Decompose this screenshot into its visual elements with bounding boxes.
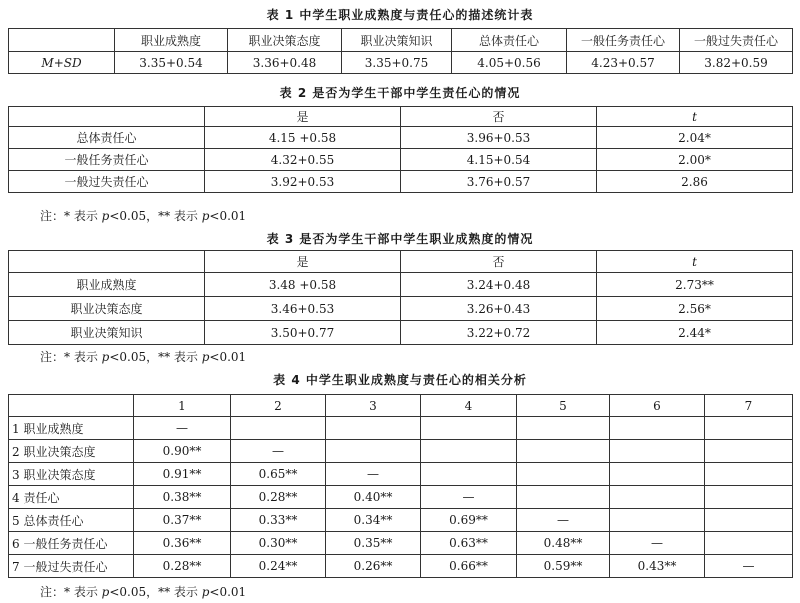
table3-header-cell: 否 — [401, 251, 597, 273]
table1-caption: 表 1 中学生职业成熟度与责任心的描述统计表 — [266, 8, 534, 22]
table4-cell: 0.28** — [231, 486, 326, 509]
note-text: 注：* 表示 — [40, 350, 102, 364]
table3-note — [40, 348, 246, 365]
table4-cell — [421, 463, 517, 486]
table-row — [9, 321, 793, 345]
table1-header-cell: 一般过失责任心 — [680, 29, 793, 52]
table4-cell: 0.24** — [231, 555, 326, 578]
table3-cell: 2.73** — [597, 273, 793, 297]
table3-row-label: 职业成熟度 — [9, 273, 205, 297]
table-row — [9, 417, 793, 440]
table2-cell: 3.96+0.53 — [401, 127, 597, 149]
table4-cell — [517, 417, 610, 440]
table4-cell: 0.38** — [134, 486, 231, 509]
table2-cell: 4.15+0.54 — [401, 149, 597, 171]
table1-header-cell: 职业成熟度 — [115, 29, 228, 52]
table-row — [9, 273, 793, 297]
table1-header-cell: 一般任务责任心 — [567, 29, 680, 52]
table4-cell: 0.59** — [517, 555, 610, 578]
table2-header-cell: 否 — [401, 107, 597, 127]
table4-cell — [517, 463, 610, 486]
note-text: <0.05，** 表示 — [109, 209, 202, 223]
table2-header-cell: t — [597, 107, 793, 127]
table4-cell: — — [326, 463, 421, 486]
table3 — [8, 250, 793, 345]
note-text: 注：* 表示 — [40, 209, 102, 223]
table4-cell: 0.65** — [231, 463, 326, 486]
note-text: <0.01 — [209, 350, 247, 364]
table4-header-cell: 7 — [705, 395, 793, 417]
table3-cell: 3.24+0.48 — [401, 273, 597, 297]
table-row — [9, 532, 793, 555]
note-p: p — [201, 350, 210, 364]
table4-cell: 0.35** — [326, 532, 421, 555]
table4-cell — [610, 509, 705, 532]
table4-cell — [705, 440, 793, 463]
table4-cell — [705, 532, 793, 555]
table3-caption: 表 3 是否为学生干部中学生职业成熟度的情况 — [266, 232, 534, 246]
table1-cell: 3.35+0.54 — [115, 52, 228, 74]
table4-cell: — — [517, 509, 610, 532]
table2-header-row — [9, 107, 793, 127]
table4-row-label: 6 一般任务责任心 — [9, 532, 134, 555]
table1-header-cell: 总体责任心 — [452, 29, 567, 52]
table4-note — [40, 583, 246, 600]
table4-cell: — — [421, 486, 517, 509]
table1-cell: 4.23+0.57 — [567, 52, 680, 74]
table4-row-label: 4 责任心 — [9, 486, 134, 509]
table2-header-cell — [9, 107, 205, 127]
table4-header-cell: 2 — [231, 395, 326, 417]
table4-cell — [610, 486, 705, 509]
table2-cell: 4.32+0.55 — [205, 149, 401, 171]
table2-header-cell: 是 — [205, 107, 401, 127]
table4-cell — [705, 463, 793, 486]
table2-cell: 2.86 — [597, 171, 793, 193]
table2-cell: 2.04* — [597, 127, 793, 149]
table4-cell — [326, 440, 421, 463]
table3-header-cell: t — [597, 251, 793, 273]
table4-cell: 0.66** — [421, 555, 517, 578]
table4-cell — [421, 440, 517, 463]
table4-header-cell — [9, 395, 134, 417]
table4-cell: 0.33** — [231, 509, 326, 532]
note-text: 注：* 表示 — [40, 585, 102, 599]
table1-cell: 4.05+0.56 — [452, 52, 567, 74]
note-text: <0.05，** 表示 — [109, 585, 202, 599]
table-row — [9, 149, 793, 171]
table2-row-label: 一般任务责任心 — [9, 149, 205, 171]
table4-cell — [517, 486, 610, 509]
table4-cell: 0.37** — [134, 509, 231, 532]
table2-cell: 4.15 +0.58 — [205, 127, 401, 149]
table4-cell — [705, 417, 793, 440]
note-p: p — [201, 585, 210, 599]
table4-row-label: 5 总体责任心 — [9, 509, 134, 532]
table3-cell: 3.22+0.72 — [401, 321, 597, 345]
table2 — [8, 106, 793, 193]
note-p: p — [201, 209, 210, 223]
table4-cell — [231, 417, 326, 440]
table4-cell — [610, 440, 705, 463]
table4-cell: 0.43** — [610, 555, 705, 578]
table4-cell — [421, 417, 517, 440]
note-text: <0.01 — [209, 585, 247, 599]
table3-cell: 2.44* — [597, 321, 793, 345]
table-row — [9, 297, 793, 321]
table4-header-cell: 5 — [517, 395, 610, 417]
table4-header-row — [9, 395, 793, 417]
table1-row-label: M+SD — [9, 52, 115, 74]
table3-row-label: 职业决策知识 — [9, 321, 205, 345]
table-row — [9, 463, 793, 486]
table4-cell — [705, 486, 793, 509]
note-text: <0.05，** 表示 — [109, 350, 202, 364]
table1-header-row — [9, 29, 793, 52]
table4-cell: 0.36** — [134, 532, 231, 555]
table4-row-label: 1 职业成熟度 — [9, 417, 134, 440]
table2-row-label: 总体责任心 — [9, 127, 205, 149]
table4-cell: 0.69** — [421, 509, 517, 532]
table-row — [9, 440, 793, 463]
table4-cell — [326, 417, 421, 440]
table4-cell: 0.91** — [134, 463, 231, 486]
table4-cell: 0.48** — [517, 532, 610, 555]
table3-cell: 3.46+0.53 — [205, 297, 401, 321]
table1-cell: 3.36+0.48 — [228, 52, 342, 74]
table4-header-cell: 4 — [421, 395, 517, 417]
table1-header-cell: 职业决策知识 — [342, 29, 452, 52]
table1-cell: 3.82+0.59 — [680, 52, 793, 74]
table1-header-cell — [9, 29, 115, 52]
table3-cell: 2.56* — [597, 297, 793, 321]
table4-cell: 0.90** — [134, 440, 231, 463]
note-text: <0.01 — [209, 209, 247, 223]
table-row — [9, 509, 793, 532]
table4-cell — [610, 463, 705, 486]
table4-cell: 0.26** — [326, 555, 421, 578]
table4-cell — [610, 417, 705, 440]
table4-cell: 0.28** — [134, 555, 231, 578]
table3-header-cell — [9, 251, 205, 273]
table4-caption: 表 4 中学生职业成熟度与责任心的相关分析 — [273, 373, 527, 387]
table3-header-cell: 是 — [205, 251, 401, 273]
table-row — [9, 486, 793, 509]
table1-header-cell: 职业决策态度 — [228, 29, 342, 52]
table1-data-row — [9, 52, 793, 74]
table4-cell: 0.40** — [326, 486, 421, 509]
table4-cell — [517, 440, 610, 463]
table4-cell: — — [705, 555, 793, 578]
table4-header-cell: 1 — [134, 395, 231, 417]
table2-caption: 表 2 是否为学生干部中学生责任心的情况 — [279, 86, 521, 100]
table1-cell: 3.35+0.75 — [342, 52, 452, 74]
table-row — [9, 127, 793, 149]
note-p: p — [101, 585, 110, 599]
table2-cell: 3.76+0.57 — [401, 171, 597, 193]
table2-note — [40, 207, 246, 224]
table4-cell: 0.34** — [326, 509, 421, 532]
table4-row-label: 3 职业决策态度 — [9, 463, 134, 486]
table3-header-row — [9, 251, 793, 273]
table4-cell — [705, 509, 793, 532]
table3-cell: 3.50+0.77 — [205, 321, 401, 345]
table4-header-cell: 6 — [610, 395, 705, 417]
table4-cell: — — [231, 440, 326, 463]
table3-cell: 3.26+0.43 — [401, 297, 597, 321]
table4 — [8, 394, 793, 578]
table4-header-cell: 3 — [326, 395, 421, 417]
table4-cell: 0.30** — [231, 532, 326, 555]
table4-cell: 0.63** — [421, 532, 517, 555]
table-row — [9, 171, 793, 193]
table1 — [8, 28, 793, 74]
table3-row-label: 职业决策态度 — [9, 297, 205, 321]
note-p: p — [101, 350, 110, 364]
table2-row-label: 一般过失责任心 — [9, 171, 205, 193]
table-row — [9, 555, 793, 578]
table2-cell: 2.00* — [597, 149, 793, 171]
table2-cell: 3.92+0.53 — [205, 171, 401, 193]
table4-row-label: 2 职业决策态度 — [9, 440, 134, 463]
note-p: p — [101, 209, 110, 223]
table3-cell: 3.48 +0.58 — [205, 273, 401, 297]
table4-cell: — — [610, 532, 705, 555]
table4-row-label: 7 一般过失责任心 — [9, 555, 134, 578]
table4-cell: — — [134, 417, 231, 440]
